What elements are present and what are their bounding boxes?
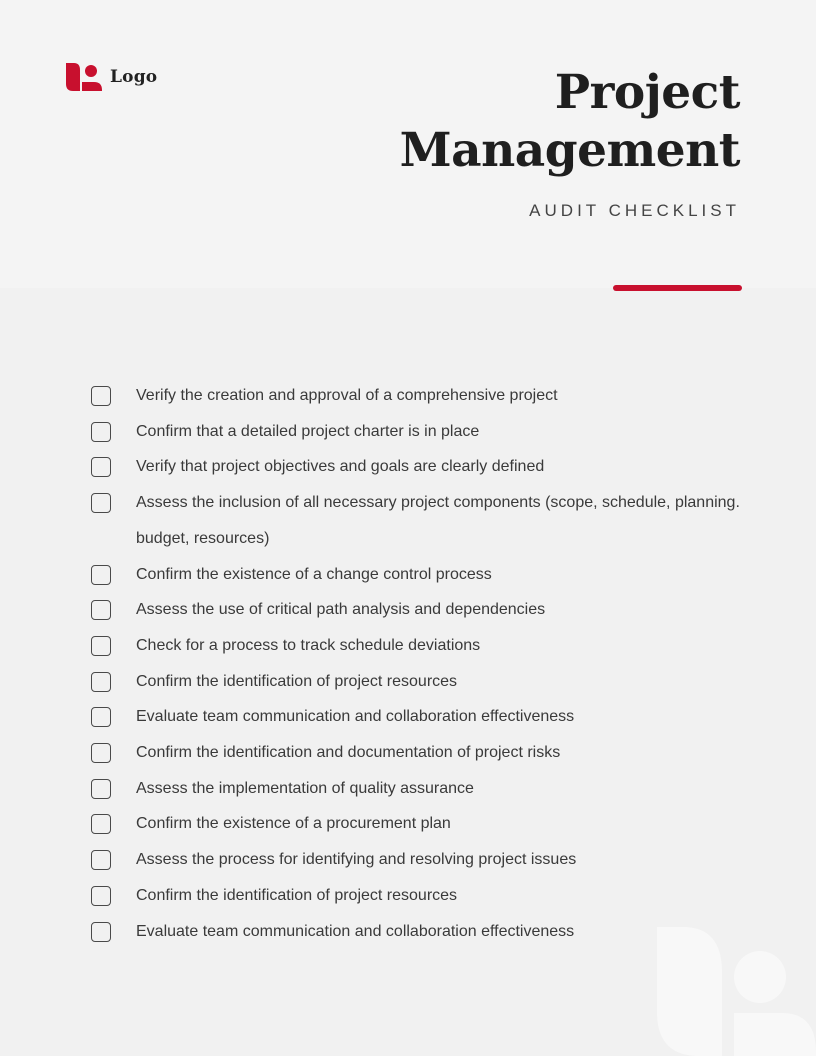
checklist-item	[91, 699, 751, 735]
page-title	[400, 64, 740, 180]
checkbox[interactable]	[91, 493, 111, 513]
accent-divider	[613, 285, 742, 291]
checklist-item	[91, 485, 751, 556]
checklist-item	[91, 378, 751, 414]
logo-mark-icon	[65, 62, 103, 92]
checkbox[interactable]	[91, 886, 111, 906]
checklist-item	[91, 735, 751, 771]
checkbox[interactable]	[91, 922, 111, 942]
checkbox[interactable]	[91, 422, 111, 442]
logo-text: Logo	[110, 67, 158, 87]
checkbox[interactable]	[91, 457, 111, 477]
checklist-item-text: Assess the inclusion of all necessary project components (scope, schedule, planning. budget, resources)	[136, 494, 740, 547]
checklist-item	[91, 771, 751, 807]
checklist-item-text: Evaluate team communication and collaboration effectiveness	[136, 922, 575, 940]
checkbox[interactable]	[91, 779, 111, 799]
checklist-item-text: Assess the use of critical path analysis and dependencies	[136, 601, 546, 619]
checkbox[interactable]	[91, 743, 111, 763]
checklist-item	[91, 806, 751, 842]
header-section	[0, 0, 816, 288]
checklist-item-text: Evaluate team communication and collaboration effectiveness	[136, 708, 575, 726]
checklist-item-text: Confirm the identification of project resources	[136, 672, 458, 690]
checkbox[interactable]	[91, 814, 111, 834]
checklist-item	[91, 842, 751, 878]
checkbox[interactable]	[91, 565, 111, 585]
checklist-item-text: Assess the process for identifying and resolving project issues	[136, 851, 577, 869]
checklist-item	[91, 449, 751, 485]
checkbox[interactable]	[91, 850, 111, 870]
checklist-item-text: Verify the creation and approval of a comprehensive project	[136, 387, 558, 404]
checkbox[interactable]	[91, 672, 111, 692]
checkbox[interactable]	[91, 636, 111, 656]
checkbox[interactable]	[91, 386, 111, 406]
page-subtitle: AUDIT CHECKLIST	[529, 201, 740, 220]
checklist-item-text: Confirm the identification and documentation of project risks	[136, 744, 561, 762]
title-line-2: Management	[399, 123, 740, 178]
checklist-item-text: Check for a process to track schedule deviations	[136, 636, 481, 654]
checklist-item	[91, 914, 751, 950]
checklist-item	[91, 878, 751, 914]
checkbox[interactable]	[91, 707, 111, 727]
checklist-item-text: Verify that project objectives and goals are clearly defined	[136, 458, 545, 476]
logo-watermark-icon	[657, 927, 816, 1056]
brand-logo	[65, 62, 157, 92]
checklist-item	[91, 557, 751, 593]
checklist-item	[91, 664, 751, 700]
checklist-item-text: Confirm the existence of a change control process	[136, 565, 492, 583]
checkbox[interactable]	[91, 600, 111, 620]
title-line-1: Project	[554, 65, 740, 120]
checklist-item-text: Confirm the existence of a procurement plan	[136, 815, 451, 833]
checklist-item-text: Confirm the identification of project resources	[136, 886, 458, 904]
checklist-item-text: Assess the implementation of quality assurance	[136, 779, 474, 797]
checklist-item	[91, 414, 751, 450]
checklist-item-text: Confirm that a detailed project charter is in place	[136, 422, 480, 440]
checklist-item	[91, 592, 751, 628]
audit-checklist	[91, 378, 751, 949]
checklist-item	[91, 628, 751, 664]
